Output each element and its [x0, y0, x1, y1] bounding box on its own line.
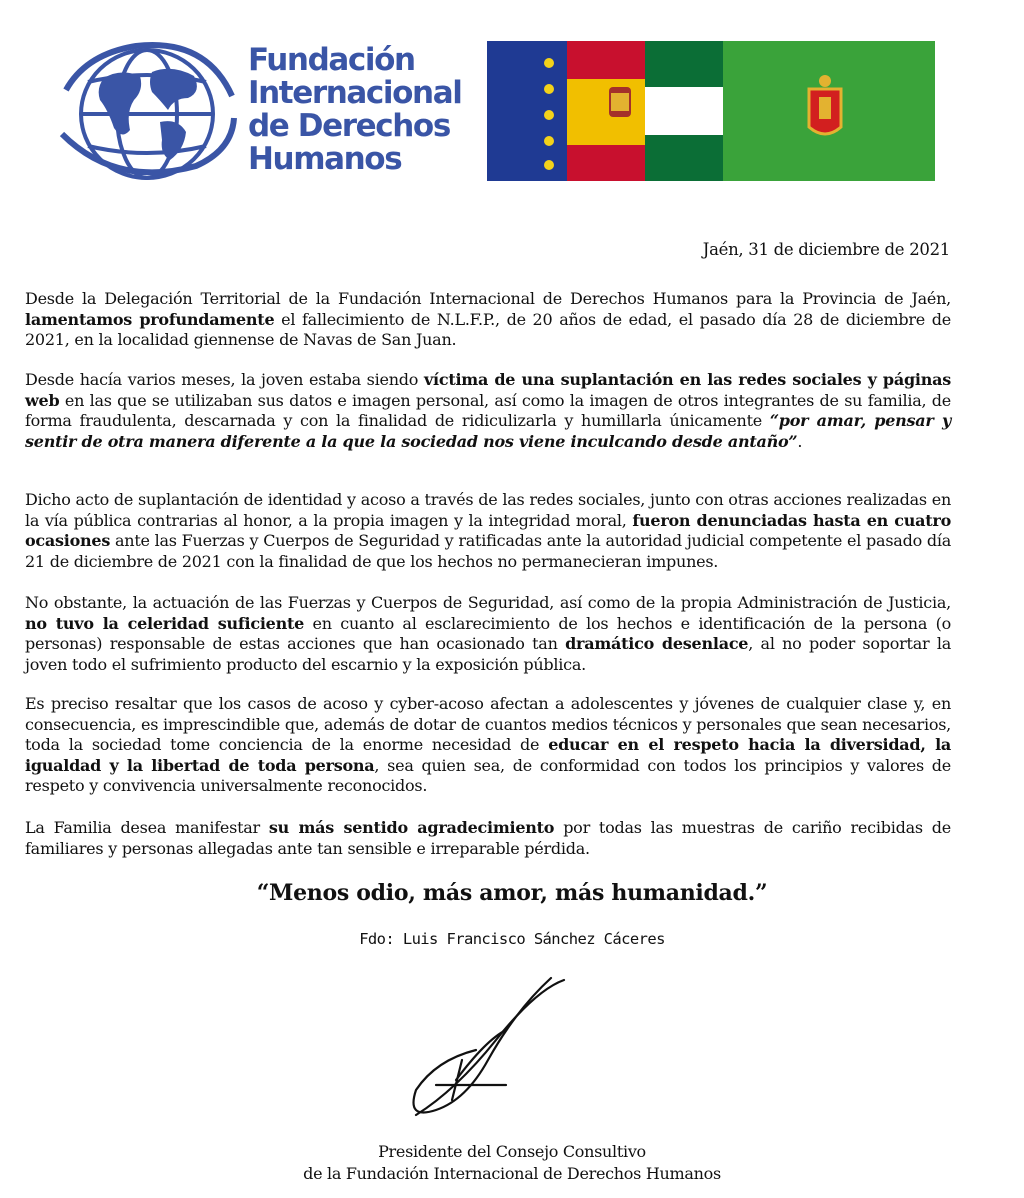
jaen-flag-icon: [723, 41, 935, 181]
paragraph: [25, 694, 951, 797]
org-name-line: de Derechos: [248, 108, 450, 144]
body-text: Desde hacía varios meses, la joven estaba siendo: [25, 370, 424, 389]
letterhead: [0, 0, 1024, 200]
globe-logo-icon: [56, 38, 238, 188]
emphasis-text: dramático desenlace: [565, 634, 749, 653]
letter-date: Jaén, 31 de diciembre de 2021: [702, 240, 950, 259]
body-text: , sea quien sea, de conformidad con todos los principios y valores de respeto y convivencia universalmente reconocidos.: [25, 755, 951, 795]
emphasis-text: fueron denunciadas hasta en cuatro ocasiones: [25, 510, 951, 550]
body-text: , al no poder soportar la joven todo el sufrimiento producto del escarnio y la exposición pública.: [25, 634, 952, 674]
body-text: por todas las muestras de cariño recibidas de familiares y personas allegadas ante tan sensible e irreparable pérdida.: [25, 818, 951, 858]
body-text: Es preciso resaltar que los casos de acoso y cyber-acoso afectan a adolescentes y jóvenes de cualquier clase y, en consecuencia, es imprescindible que, además de dotar de cuantos medios técnicos y personales que sean necesarios, toda la sociedad tome conciencia de la enorme necesidad de: [25, 694, 951, 754]
body-text: .: [797, 431, 803, 451]
emphasis-quote: “por amar, pensar y sentir de otra manera diferente a la que la sociedad nos viene inculcando desde antaño”: [25, 411, 951, 451]
body-text: ante las Fuerzas y Cuerpos de Seguridad y ratificadas ante la autoridad judicial competente el pasado día 21 de diciembre de 2021 con la finalidad de que los hechos no permanecieran impunes.: [25, 531, 951, 571]
org-name-line: Fundación: [248, 42, 415, 78]
eu-flag-icon: [487, 41, 567, 181]
flags-banner: [487, 41, 935, 181]
body-text: No obstante, la actuación de las Fuerzas y Cuerpos de Seguridad, así como de la propia Administración de Justicia,: [25, 593, 951, 612]
signed-by: Fdo: Luis Francisco Sánchez Cáceres: [359, 930, 665, 948]
paragraph: [25, 818, 951, 859]
signatory-title: Presidente del Consejo Consultivo: [378, 1142, 646, 1161]
signatory-organization: de la Fundación Internacional de Derechos Humanos: [303, 1164, 721, 1183]
paragraph: [25, 289, 951, 351]
org-name-line: Humanos: [248, 141, 402, 177]
body-text: Dicho acto de suplantación de identidad y acoso a través de las redes sociales, junto con otras acciones realizadas en la vía pública contrarias al honor, a la propia imagen y la integridad moral,: [25, 490, 951, 530]
emphasis-text: víctima de una suplantación en las redes sociales y páginas web: [25, 370, 952, 410]
andalusia-flag-icon: [645, 41, 723, 181]
organization-name: [248, 44, 478, 176]
body-text: en cuanto al esclarecimiento de los hechos e identificación de la persona (o personas) responsable de estas acciones que han ocasionado tan: [25, 613, 951, 653]
body-text: Desde la Delegación Territorial de la Fundación Internacional de Derechos Humanos para la Provincia de Jaén,: [25, 289, 951, 308]
paragraph: [25, 370, 951, 452]
body-text: en las que se utilizaban sus datos e imagen personal, así como la imagen de otros integrantes de su familia, de forma fraudulenta, descarnada y con la finalidad de ridiculizarla y humillarla únicamente: [25, 390, 951, 430]
emphasis-text: no tuvo la celeridad suficiente: [25, 613, 305, 633]
closing-quote: “Menos odio, más amor, más humanidad.”: [256, 880, 768, 906]
paragraph: [25, 593, 951, 675]
body-text: La Familia desea manifestar: [25, 818, 269, 837]
emphasis-text: lamentamos profundamente: [25, 309, 275, 329]
org-name-line: Internacional: [248, 75, 462, 111]
spain-flag-icon: [567, 41, 645, 181]
paragraph: [25, 490, 951, 572]
emphasis-text: educar en el respeto hacia la diversidad, la igualdad y la libertad de toda persona: [25, 735, 952, 775]
body-text: el fallecimiento de N.L.F.P., de 20 años de edad, el pasado día 28 de diciembre de 2021, en la localidad giennense de Navas de San Juan.: [25, 309, 951, 349]
handwritten-signature: [396, 970, 586, 1125]
emphasis-text: su más sentido agradecimiento: [268, 818, 555, 837]
